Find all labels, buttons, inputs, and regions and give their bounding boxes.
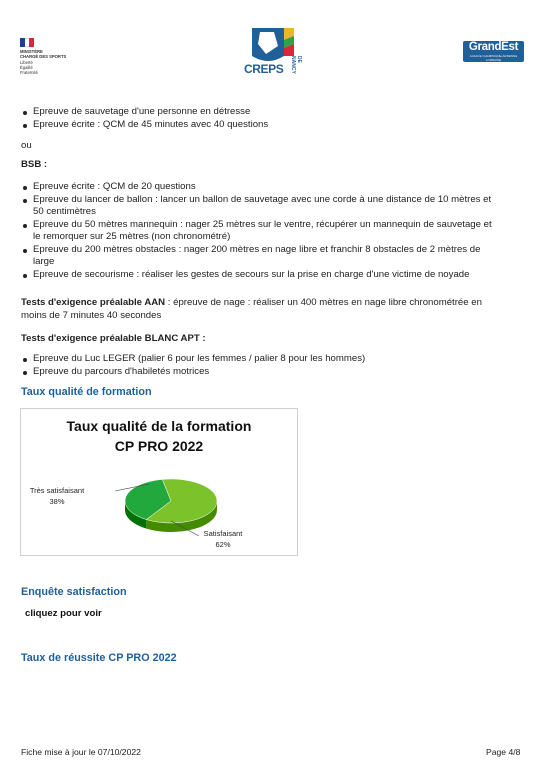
aan-paragraph: Tests d'exigence préalable AAN : épreuve de nage : réaliser un 400 mètres en nage libre chronométrée en moins de 7 minutes 40 secondes [21,297,482,321]
region-tagline: ALSACE CHAMPAGNE-ARDENNE LORRAINE [469,54,518,62]
list-item: Epreuve du lancer de ballon : lancer un ballon de sauvetage avec une corde à une distance de 10 mètres et 50 centimètres [21,194,533,219]
list-item: Epreuve du 50 mètres mannequin : nager 25 mètres sur le ventre, récupérer un mannequin de sauvetage et le remorquer sur 25 mètres (non chronométré) [21,219,533,244]
aan-label: Tests d'exigence préalable AAN [21,297,166,308]
slice-value-satisfaisant: 62% [215,540,231,549]
grandest-logo [463,41,524,62]
list-item: Epreuve du parcours d'habiletés motrices [21,366,533,379]
slice-label-satisfaisant: Satisfaisant [203,529,243,538]
blanc-title: Tests d'exigence préalable BLANC APT : [21,333,206,344]
list-item: Epreuve écrite : QCM de 45 minutes avec 40 questions [21,119,531,132]
ministry-logo [20,38,80,75]
footer-page: Page 4/8 [486,747,521,757]
motto-fraternite: Fraternité [20,70,38,75]
region-name: GrandEst [468,41,519,53]
pie-chart-svg [21,409,297,555]
chart-title: Taux qualité de la formation [66,418,252,434]
blanc-list [21,353,533,378]
list-item: Epreuve du Luc LEGER (palier 6 pour les femmes / palier 8 pour les hommes) [21,353,533,366]
reussite-heading: Taux de réussite CP PRO 2022 [21,652,177,664]
bsb-title: BSB : [21,159,48,170]
enquete-heading: Enquête satisfaction [21,586,127,598]
list-item: Epreuve de secourisme : réaliser les gestes de secours sur la prise en charge d'une victime de noyade [21,269,533,282]
motto-liberte: Liberté [20,60,33,65]
enquete-link[interactable]: cliquez pour voir [25,608,102,619]
quality-chart [20,408,298,556]
list-item: Epreuve de sauvetage d'une personne en détresse [21,106,531,119]
slice-value-tres-satisfaisant: 38% [49,497,65,506]
list-item: Epreuve écrite : QCM de 20 questions [21,181,533,194]
creps-logo [244,26,302,78]
list-item: Epreuve du 200 mètres obstacles : nager 200 mètres en nage libre et franchir 8 obstacles de 2 mètres de large [21,244,533,269]
ministry-line1: MINISTÈRE [20,49,43,54]
bsb-list [21,181,533,281]
motto-egalite: Égalité [20,65,33,70]
taux-qualite-heading: Taux qualité de formation [21,386,152,398]
chart-subtitle: CP PRO 2022 [114,438,204,454]
creps-name: CREPS [244,62,284,76]
epreuves-list [21,106,531,131]
ministry-line2: CHARGÉ DES SPORTS [20,54,67,59]
french-flag-icon [20,38,34,47]
pie-top [125,479,217,523]
footer-date: Fiche mise à jour le 07/10/2022 [21,747,141,757]
ou-text: ou [21,140,32,151]
creps-city: DE NANCY [290,56,302,74]
slice-label-tres-satisfaisant: Très satisfaisant [29,486,85,495]
